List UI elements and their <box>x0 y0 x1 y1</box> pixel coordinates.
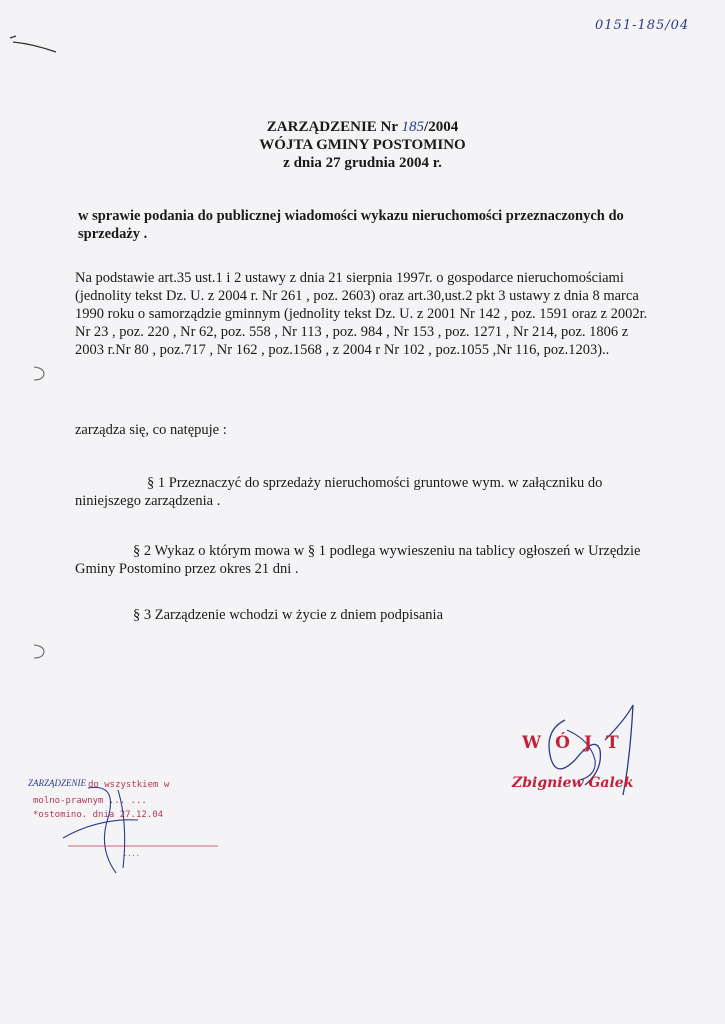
reference-number: 0151-185/04 <box>595 18 690 33</box>
header-line-1 <box>0 118 725 136</box>
stamp-wojt-name: Zbigniew Galek <box>512 775 634 791</box>
handwritten-decree-number: 185 <box>401 119 425 135</box>
header-line-2: WÓJTA GMINY POSTOMINO <box>259 137 466 153</box>
certification-stamp <box>28 778 218 878</box>
document-header <box>0 118 725 172</box>
decree-intro: zarządza się, co natępuje : <box>75 422 227 438</box>
paragraph-1: § 1 Przeznaczyć do sprzedaży nieruchomości gruntowe wym. w załączniku do niniejszego zarządzenia . <box>75 475 603 509</box>
punch-hole-icon <box>30 642 48 660</box>
stamp-line-1: do wszystkiem w <box>88 780 170 790</box>
stamp-handwritten-note: ZARZĄDZENIE <box>28 778 87 788</box>
stamp-line-4: .... <box>123 850 140 858</box>
legal-basis: Na podstawie art.35 ust.1 i 2 ustawy z dnia 21 sierpnia 1997r. o gospodarce nieruchomościami (jednolity tekst Dz. U. z 2004 r. Nr 261 , poz. 2603) oraz art.30,ust.2 pkt 3 ustawy z dnia 8 marca 1990 roku o samorządzie gminnym (jednolity tekst Dz. U. z 2001 Nr 142 , poz. 1591 oraz z 2002r. Nr 23 , poz. 220 , Nr 62, poz. 558 , Nr 113 , poz. 984 , Nr 153 , poz. 1271 , Nr 214, poz. 1806 z 2003 r.Nr 80 , poz.717 , Nr 162 , poz.1568 , z 2004 r Nr 102 , poz.1055 ,Nr 116, poz.1203).. <box>75 270 648 358</box>
header-title-prefix: ZARZĄDZENIE Nr <box>266 119 398 135</box>
header-line-3: z dnia 27 grudnia 2004 r. <box>283 155 442 171</box>
stamp-line-3: *ostomino. dnia 27.12.04 <box>33 810 164 820</box>
punch-hole-icon <box>30 364 48 382</box>
document-subject: w sprawie podania do publicznej wiadomości wykazu nieruchomości przeznaczonych do sprzedaży . <box>78 208 624 242</box>
paragraph-3: § 3 Zarządzenie wchodzi w życie z dniem podpisania <box>133 607 444 623</box>
stamp-wojt-title: WÓJT <box>522 733 633 753</box>
stamp-line-2: molno-prawnym ... ... <box>33 796 147 806</box>
header-title-suffix: /2004 <box>424 119 459 135</box>
corner-pen-mark-icon <box>8 30 58 55</box>
stamp-signature-icon <box>28 778 218 878</box>
paragraph-2: § 2 Wykaz o którym mowa w § 1 podlega wywieszeniu na tablicy ogłoszeń w Urzędzie Gminy Postomino przez okres 21 dni . <box>75 543 641 577</box>
